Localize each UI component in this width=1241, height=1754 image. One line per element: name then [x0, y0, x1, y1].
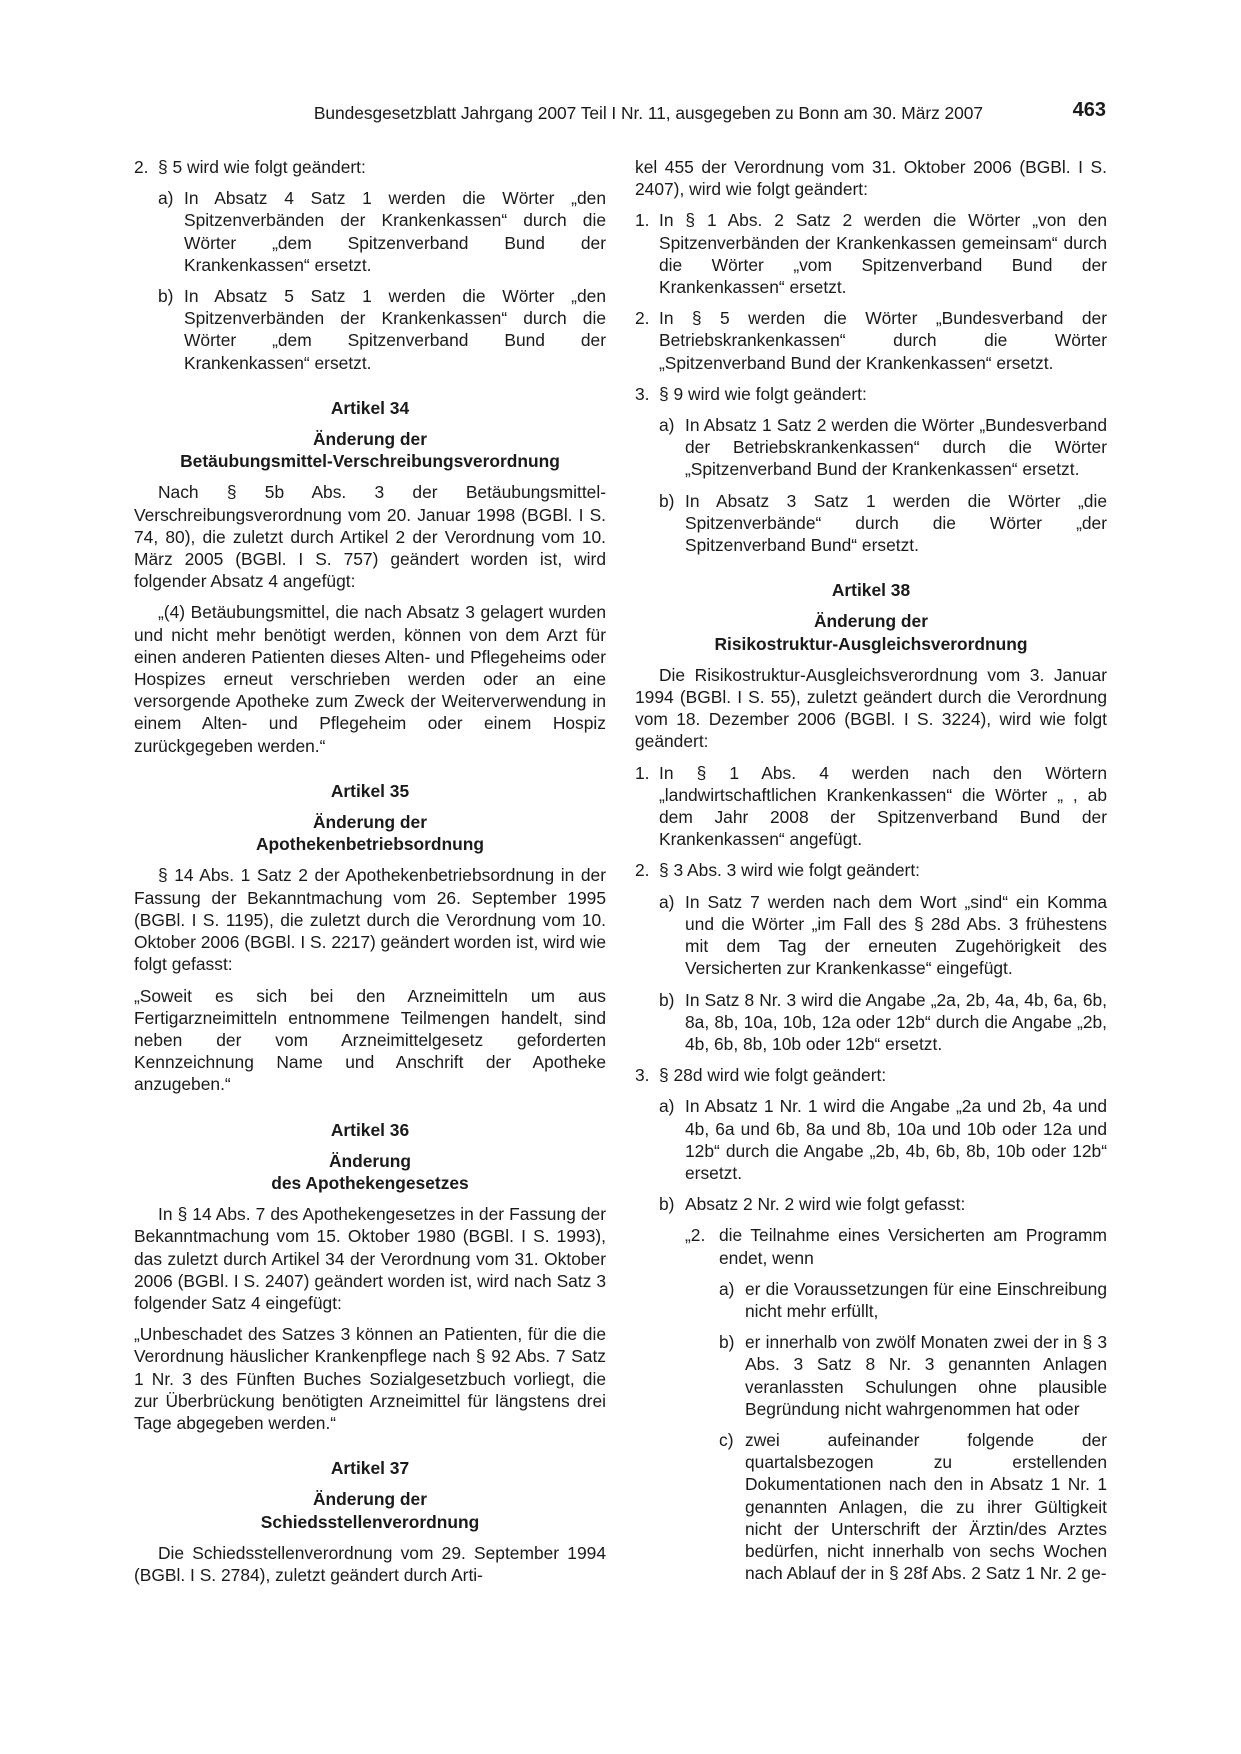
- article-title: Änderung der: [312, 812, 427, 833]
- article-number: Artikel 38: [831, 580, 911, 601]
- article-title: Änderung der: [312, 1489, 427, 1510]
- item-text: In Absatz 5 Satz 1 werden die Wörter „den Spitzenverbänden der Krankenkassen“ durch die Wörter „dem Spitzenverband Bund der Krankenkassen“ ersetzt.: [184, 286, 606, 373]
- list-item: [659, 1095, 1107, 1184]
- list-item: [685, 1224, 1107, 1268]
- item-number: 2.: [635, 308, 650, 329]
- item-number: 1.: [635, 762, 650, 783]
- article-number: Artikel 37: [330, 1458, 410, 1479]
- list-item: [719, 1331, 1107, 1420]
- item-text: In Absatz 1 Nr. 1 wird die Angabe „2a und 2b, 4a und 4b, 6a und 6b, 8a und 8b, 10a und 10b oder 12a und 12b“ durch die Angabe „2b, 4b, 6b, 8b, 10b oder 12b“ ersetzt.: [685, 1096, 1107, 1183]
- item-number: b): [659, 1194, 675, 1215]
- article-title: Betäubungsmittel-Verschreibungsverordnung: [180, 451, 560, 472]
- paragraph: „(4) Betäubungsmittel, die nach Absatz 3 gelagert wurden und nicht mehr benötigt werden, können von dem Arzt für einen anderen Patienten dieses Alten- und Pflegeheims oder Hospizes erneut verschrieben werden oder an eine versorgende Apotheke zum Zweck der Weiterverwendung in einem Alten- und Pflegeheim oder einem Hospiz zurückgegeben werden.“: [134, 602, 606, 756]
- article-title: Schiedsstellenverordnung: [260, 1511, 480, 1532]
- item-text: In § 1 Abs. 2 Satz 2 werden die Wörter „von den Spitzenverbänden der Krankenkassen gemeinsam“ durch die Wörter „vom Spitzenverband Bund der Krankenkassen“ ersetzt.: [659, 210, 1107, 298]
- list-item: [635, 209, 1107, 298]
- article-number: Artikel 34: [330, 397, 410, 418]
- item-number: 1.: [635, 210, 650, 231]
- item-text: § 3 Abs. 3 wird wie folgt geändert:: [659, 860, 921, 881]
- list-item: [635, 383, 1107, 405]
- list-item: [659, 891, 1107, 980]
- item-text: In Absatz 1 Satz 2 werden die Wörter „Bundesverband der Betriebskrankenkassen“ durch die Wörter „Spitzenverband Bund der Krankenkassen“ ersetzt.: [685, 415, 1107, 480]
- item-text: In Satz 8 Nr. 3 wird die Angabe „2a, 2b, 4a, 4b, 6a, 6b, 8a, 8b, 10a, 10b, 12a oder 12b“ durch die Angabe „2b, 4b, 6b, 8b, 10b oder 12b“ ersetzt.: [685, 989, 1107, 1054]
- list-item: [158, 187, 606, 276]
- paragraph: In § 14 Abs. 7 des Apothekengesetzes in der Fassung der Bekanntmachung vom 15. Oktober 1980 (BGBl. I S. 1993), das zuletzt durch Artikel 34 der Verordnung vom 31. Oktober 2006 (BGBl. I S. 2407) geändert worden ist, wird nach Satz 3 folgender Satz 4 eingefügt:: [134, 1204, 606, 1313]
- list-item: [635, 307, 1107, 374]
- item-text: In § 5 werden die Wörter „Bundesverband der Betriebskrankenkassen“ durch die Wörter „Spitzenverband Bund der Krankenkassen“ ersetzt.: [659, 308, 1107, 373]
- article-title: Änderung der: [813, 611, 928, 632]
- item-text: In Absatz 3 Satz 1 werden die Wörter „die Spitzenverbände“ durch die Wörter „der Spitzenverband Bund“ ersetzt.: [685, 490, 1107, 556]
- item-number: c): [719, 1429, 734, 1450]
- item-number: a): [659, 415, 675, 436]
- right-column: [635, 156, 1107, 1593]
- paragraph: Die Schiedsstellenverordnung vom 29. September 1994 (BGBl. I S. 2784), zuletzt geändert durch Arti-: [134, 1542, 606, 1585]
- item-number: b): [158, 286, 174, 307]
- list-item: [134, 156, 606, 178]
- item-text: die Teilnahme eines Versicherten am Programm endet, wenn: [719, 1225, 1107, 1268]
- item-text: er die Voraussetzungen für eine Einschreibung nicht mehr erfüllt,: [745, 1278, 1107, 1321]
- item-number: 3.: [635, 383, 650, 404]
- list-item: [659, 1193, 1107, 1215]
- page-header: [0, 100, 1241, 124]
- paragraph: „Soweit es sich bei den Arzneimitteln um aus Fertigarzneimitteln entnommene Teilmengen handelt, sind neben der vom Arzneimittelgesetz geforderten Kennzeichnung Name und Anschrift der Apotheke anzugeben.“: [134, 985, 606, 1095]
- list-item: [659, 989, 1107, 1056]
- item-text: In § 1 Abs. 4 werden nach den Wörtern „landwirtschaftlichen Krankenkassen“ die Wörter „ , ab dem Jahr 2008 der Spitzenverband Bund der Krankenkassen“ angefügt.: [659, 762, 1107, 850]
- list-item: [719, 1278, 1107, 1322]
- item-number: b): [719, 1332, 735, 1353]
- item-number: 3.: [635, 1065, 650, 1086]
- article-title: Apothekenbetriebsordnung: [255, 834, 484, 855]
- list-item: [659, 414, 1107, 481]
- item-text: § 9 wird wie folgt geändert:: [659, 383, 867, 404]
- list-item: [635, 762, 1107, 851]
- item-number: a): [659, 891, 675, 912]
- paragraph: kel 455 der Verordnung vom 31. Oktober 2006 (BGBl. I S. 2407), wird wie folgt geändert:: [635, 157, 1107, 200]
- page-number: 463: [1072, 99, 1106, 121]
- item-number: 2.: [134, 157, 149, 177]
- paragraph: Die Risikostruktur-Ausgleichsverordnung vom 3. Januar 1994 (BGBl. I S. 55), zuletzt geändert durch die Verordnung vom 18. Dezember 2006 (BGBl. I S. 3224), wird wie folgt geändert:: [635, 664, 1107, 752]
- item-text: § 28d wird wie folgt geändert:: [659, 1065, 887, 1086]
- item-text: er innerhalb von zwölf Monaten zwei der in § 3 Abs. 3 Satz 8 Nr. 3 genannten Anlagen veranlassten Schulungen ohne plausible Begründung nicht wahrgenommen hat oder: [745, 1332, 1107, 1419]
- list-item: [158, 285, 606, 374]
- item-number: a): [659, 1096, 675, 1117]
- article-title: Risikostruktur-Ausgleichsverordnung: [714, 633, 1028, 654]
- paragraph: Nach § 5b Abs. 3 der Betäubungsmittel-Verschreibungsverordnung vom 20. Januar 1998 (BGBl. I S. 74, 80), die zuletzt durch Artikel 2 der Verordnung vom 10. März 2005 (BGBl. I S. 757) geändert worden ist, wird folgender Absatz 4 angefügt:: [134, 482, 606, 592]
- article-number: Artikel 36: [330, 1119, 410, 1140]
- item-number: 2.: [635, 860, 650, 881]
- item-text: Absatz 2 Nr. 2 wird wie folgt gefasst:: [685, 1194, 966, 1215]
- item-number: b): [659, 989, 675, 1010]
- article-title: Änderung der: [312, 429, 427, 450]
- article-title: des Apothekengesetzes: [271, 1172, 469, 1193]
- item-number: b): [659, 490, 675, 511]
- item-text: zwei aufeinander folgende der quartalsbezogen zu erstellenden Dokumentationen nach den in Absatz 1 Nr. 1 genannten Anlagen, die zu ihrer Gültigkeit nicht der Unterschrift der Ärztin/des Arztes bedürfen, nicht innerhalb von sechs Wochen nach Ablauf der in § 28f Abs. 2 Satz 1 Nr. 2 ge-: [745, 1429, 1107, 1584]
- left-column: [134, 156, 606, 1595]
- article-title: Änderung: [328, 1150, 412, 1171]
- paragraph: „Unbeschadet des Satzes 3 können an Patienten, für die die Verordnung häuslicher Krankenpflege nach § 92 Abs. 7 Satz 1 Nr. 3 des Fünften Buches Sozialgesetzbuch vorliegt, die zur Überbrückung benötigten Arzneimittel für längstens drei Tage abgegeben werden.“: [134, 1324, 606, 1433]
- list-item: [635, 859, 1107, 881]
- running-header: Bundesgesetzblatt Jahrgang 2007 Teil I Nr. 11, ausgegeben zu Bonn am 30. März 2007: [313, 103, 983, 123]
- item-number: a): [158, 188, 174, 209]
- item-text: In Satz 7 werden nach dem Wort „sind“ ein Komma und die Wörter „im Fall des § 28d Abs. 3 frühestens mit dem Tag der erneuten Zugehörigkeit des Versicherten zur Krankenkasse“ eingefügt.: [685, 891, 1107, 979]
- item-number: a): [719, 1278, 735, 1299]
- item-number: „2.: [685, 1225, 706, 1246]
- item-text: In Absatz 4 Satz 1 werden die Wörter „den Spitzenverbänden der Krankenkassen“ durch die Wörter „dem Spitzenverband Bund der Krankenkassen“ ersetzt.: [184, 188, 606, 275]
- list-item: [635, 1064, 1107, 1086]
- list-item: [719, 1429, 1107, 1584]
- article-number: Artikel 35: [330, 780, 410, 801]
- item-text: § 5 wird wie folgt geändert:: [158, 157, 366, 177]
- list-item: [659, 490, 1107, 557]
- paragraph: § 14 Abs. 1 Satz 2 der Apothekenbetriebsordnung in der Fassung der Bekanntmachung vom 26. September 1995 (BGBl. I S. 1195), die zuletzt durch die Verordnung vom 10. Oktober 2006 (BGBl. I S. 2217) geändert worden ist, wird wie folgt gefasst:: [134, 865, 606, 975]
